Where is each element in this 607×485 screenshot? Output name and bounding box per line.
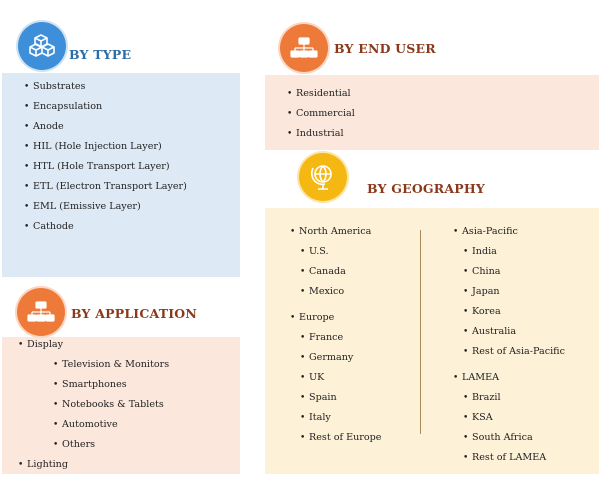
by-end-user-heading: BY END USER: [334, 41, 436, 56]
list-item: • Residential: [287, 88, 351, 99]
list-item: • Encapsulation: [24, 101, 103, 112]
list-item: • Brazil: [463, 392, 501, 403]
org-chart-icon: [280, 24, 328, 72]
region-lamea: • LAMEA: [453, 372, 500, 383]
by-type-heading: BY TYPE: [69, 47, 132, 62]
list-item: • Australia: [463, 326, 517, 337]
org-chart-icon: [17, 288, 65, 336]
list-item: • Mexico: [300, 286, 345, 297]
list-item: • ETL (Electron Transport Layer): [24, 181, 187, 192]
list-item: • Anode: [24, 121, 64, 132]
list-item: • Substrates: [24, 81, 86, 92]
list-item: • France: [300, 332, 344, 343]
list-item: • Industrial: [287, 128, 344, 139]
by-application-heading: BY APPLICATION: [71, 306, 197, 321]
list-item: • Rest of Europe: [300, 432, 382, 443]
list-item: • Rest of LAMEA: [463, 452, 547, 463]
list-item: • Others: [53, 439, 96, 450]
region-asia-pacific: • Asia-Pacific: [453, 226, 518, 237]
list-item: • Italy: [300, 412, 331, 423]
list-item: • Commercial: [287, 108, 355, 119]
list-item: • HTL (Hole Transport Layer): [24, 161, 170, 172]
list-item: • Television & Monitors: [53, 359, 170, 370]
list-item: • Germany: [300, 352, 354, 363]
list-item-lighting: • Lighting: [18, 459, 69, 470]
list-item: • Korea: [463, 306, 501, 317]
list-item: • UK: [300, 372, 325, 383]
list-item: • Japan: [463, 286, 500, 297]
list-item: • EML (Emissive Layer): [24, 201, 141, 212]
list-item-display: • Display: [18, 339, 64, 350]
list-item: • Automotive: [53, 419, 118, 430]
list-item: • Spain: [300, 392, 337, 403]
list-item: • Cathode: [24, 221, 74, 232]
region-north-america: • North America: [290, 226, 372, 237]
list-item: • Notebooks & Tablets: [53, 399, 164, 410]
list-item: • Smartphones: [53, 379, 127, 390]
list-item: • South Africa: [463, 432, 533, 443]
list-item: • KSA: [463, 412, 493, 423]
by-geography-heading: BY GEOGRAPHY: [367, 181, 486, 196]
list-item: • U.S.: [300, 246, 329, 257]
region-europe: • Europe: [290, 312, 335, 323]
list-item: • India: [463, 246, 497, 257]
list-item: • China: [463, 266, 501, 277]
geography-divider: [420, 230, 421, 434]
list-item: • HIL (Hole Injection Layer): [24, 141, 162, 152]
boxes-icon: [18, 22, 66, 70]
globe-icon: [299, 153, 347, 201]
list-item: • Canada: [300, 266, 346, 277]
list-item: • Rest of Asia-Pacific: [463, 346, 565, 357]
